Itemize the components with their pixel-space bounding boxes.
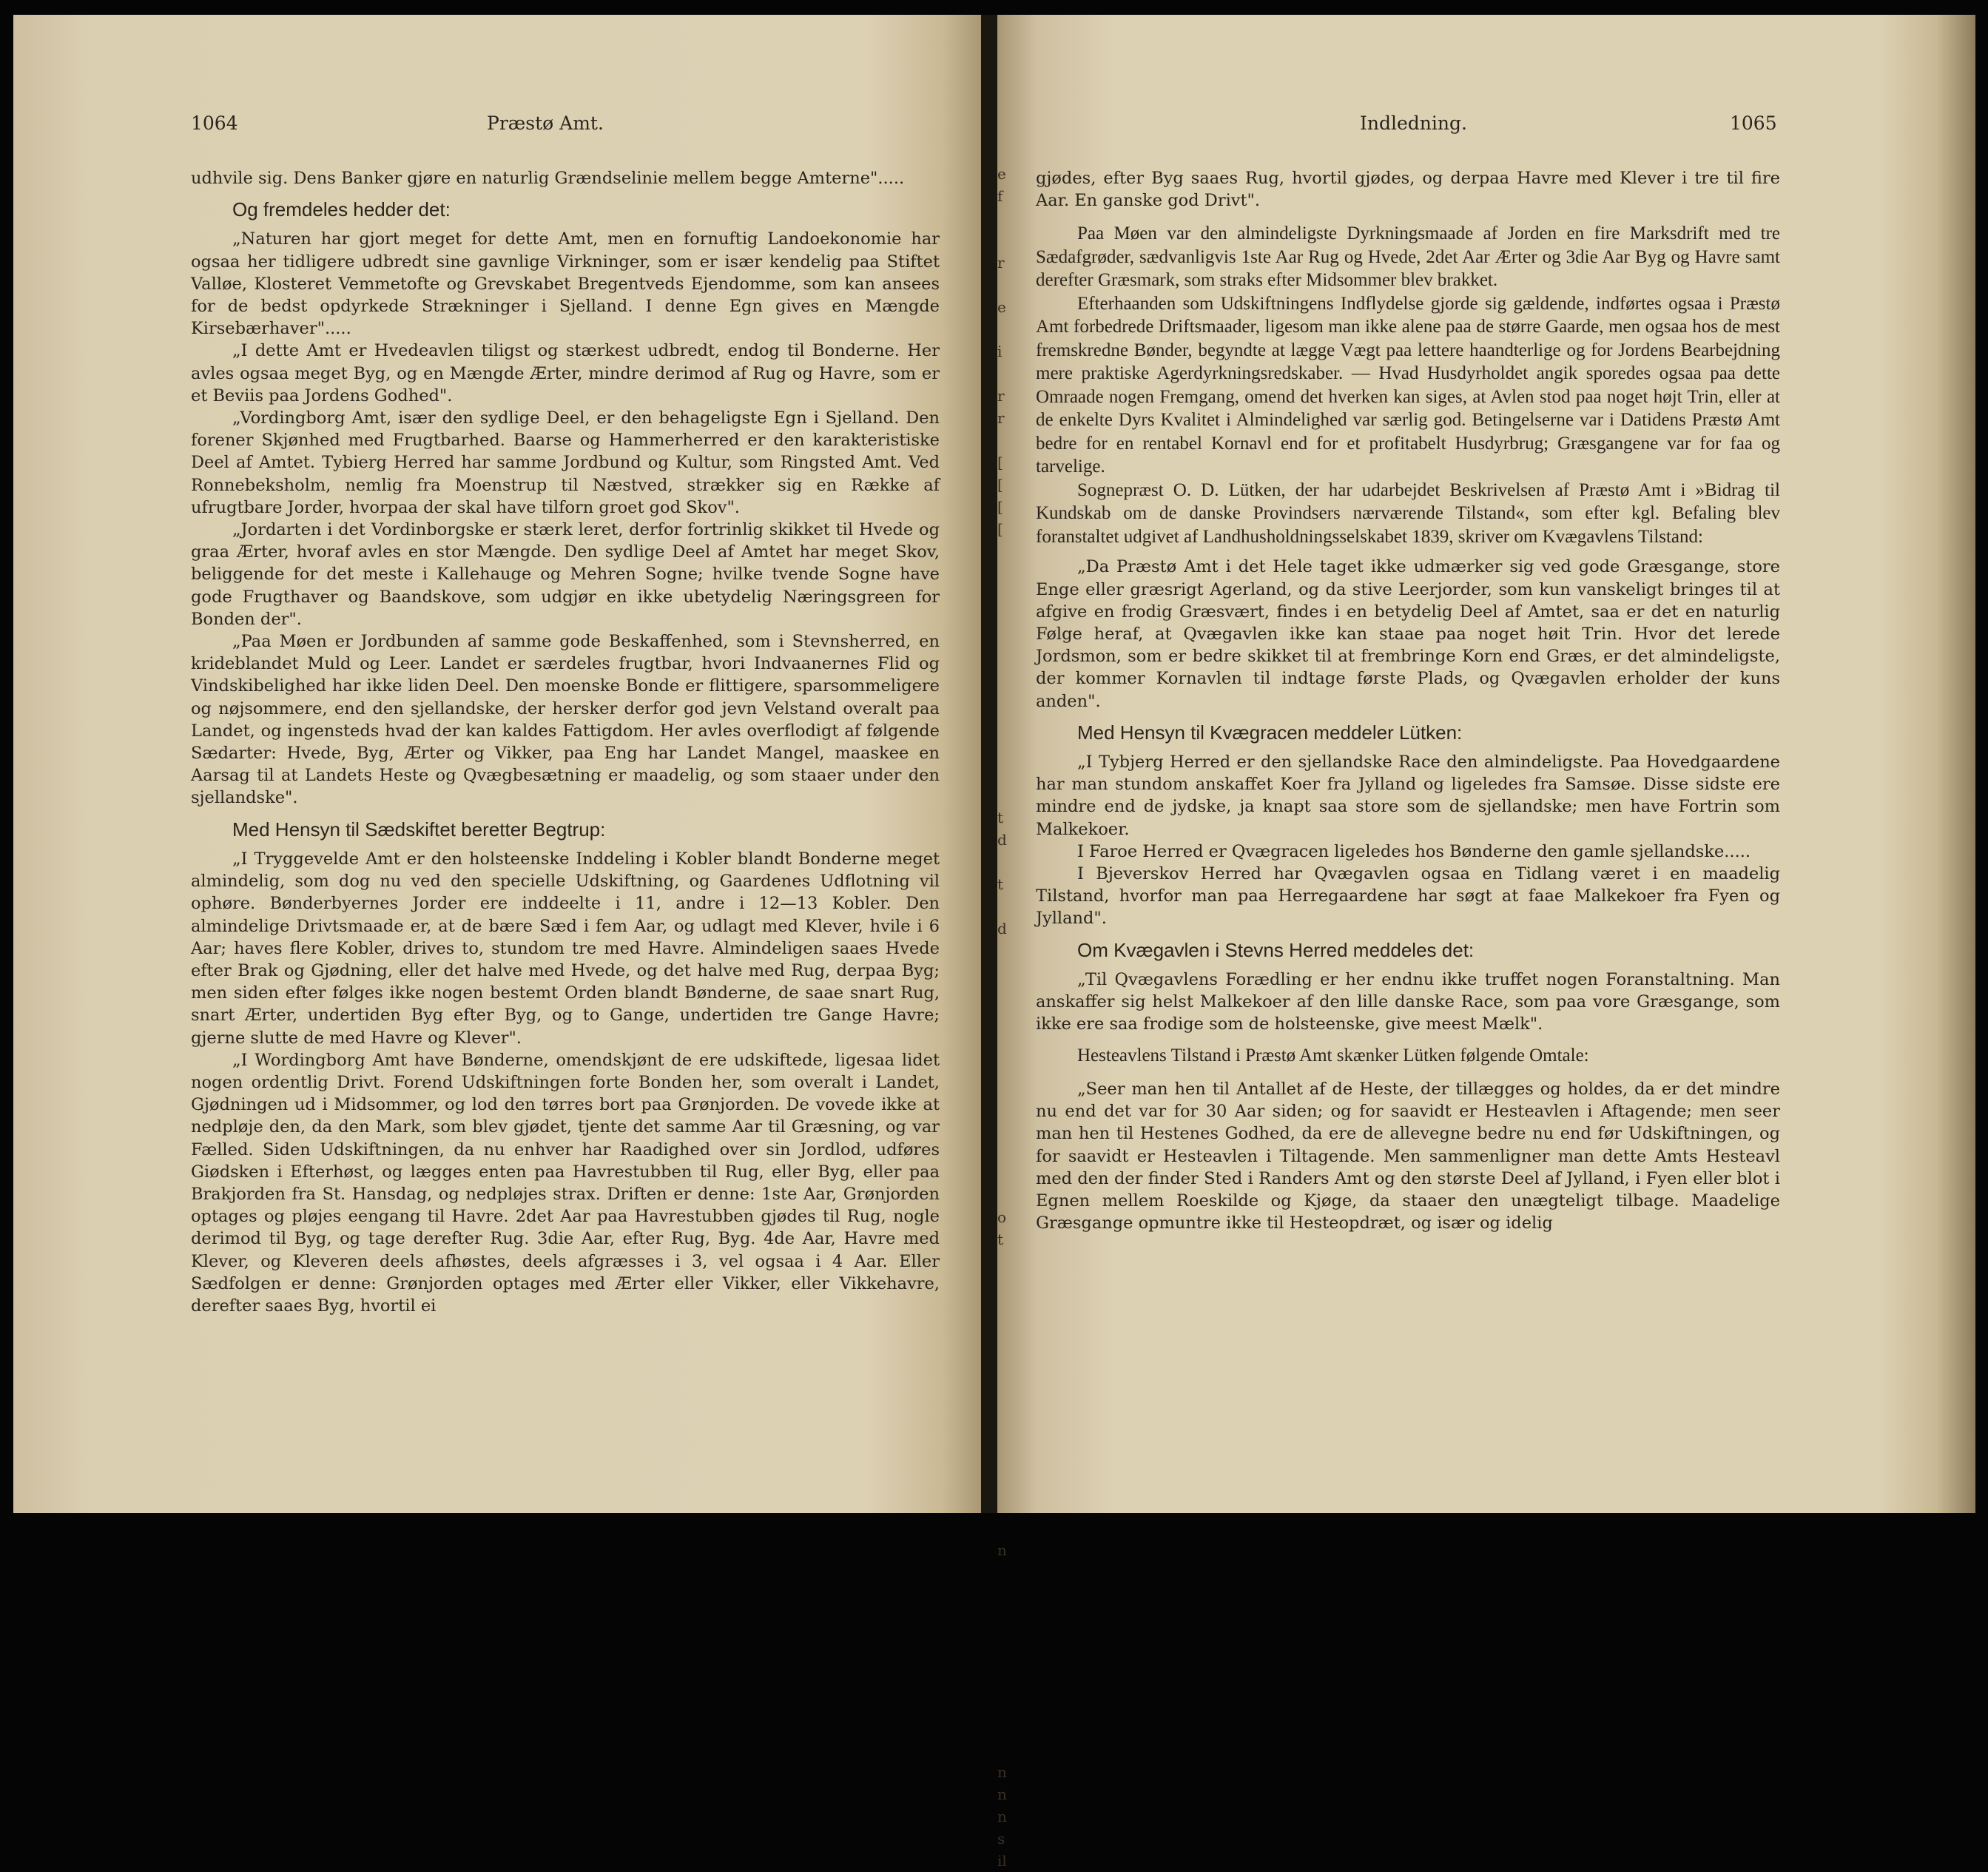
- margin-mark: [997, 318, 1014, 340]
- margin-mark: [997, 718, 1014, 740]
- margin-mark: [997, 1739, 1014, 1761]
- quote-paragraph: I Bjeverskov Herred har Qvægavlen ogsaa en Tidlang været i en maadelig Tilstand, hvorfor man paa Herregaardene har søgt at faae Malkekoer fra Fyen og Jylland".: [1036, 864, 1780, 929]
- margin-mark: [997, 851, 1014, 873]
- margin-mark: [997, 585, 1014, 607]
- margin-mark: [997, 207, 1014, 229]
- page-number: 1065: [1730, 112, 1777, 134]
- margin-mark: [997, 363, 1014, 385]
- margin-mark: [997, 1006, 1014, 1028]
- margin-mark: r: [997, 409, 1005, 427]
- margin-mark: [997, 629, 1014, 651]
- margin-mark: [997, 1650, 1014, 1672]
- margin-mark: [997, 1606, 1014, 1628]
- section-heading: Med Hensyn til Sædskiftet beretter Begtrup:: [232, 818, 606, 841]
- margin-mark: [997, 651, 1014, 673]
- margin-mark: d: [997, 920, 1007, 937]
- margin-mark: [997, 740, 1014, 762]
- margin-mark: [997, 607, 1014, 629]
- margin-mark: i: [997, 343, 1003, 360]
- paragraph: gjødes, efter Byg saaes Rug, hvortil gjødes, og derpaa Havre med Klever i tre til fire Aar. En ganske god Drivt".: [1036, 169, 1780, 211]
- margin-mark: [997, 1561, 1014, 1583]
- quote-paragraph: „I Wordingborg Amt have Bønderne, omendskjønt de ere udskiftede, ligesaa lidet nogen ordentlig Drivt. Forend Udskiftningen forte Bonden her, som overalt i Landet, Gjødningen ud i Midsommer, og lod den tørres bort paa Grønjorden. De vovede ikke at nedpløje den, da den Mark, som blev gjødet, tjente det samme Aar til Græsning, og var Fælled. Siden Udskiftningen, da nu enhver har Raadighed over sin Jordlod, udføres Giødsken i Efterhøst, og lægges enten paa Havrestubben til Rug, eller Byg, eller paa Brakjorden fra St. Hansdag, og nedpløjes strax. Driften er denne: 1ste Aar, Grønjorden optages og pløjes eengang til Havre. 2det Aar paa Havrestubben gjødes til Rug, nogle derimod til Byg, og tage derefter Rug. 3die Aar, efter Rug, Byg. 4de Aar, Havre med Klever, og Kleveren deels afhøstes, deels afgræsses i 3, vel ogsaa i 4 Aar. Eller Sædfolgen er denne: Grønjorden optages med Ærter eller Vikker, eller Vikkehavre, derefter saaes Byg, hvortil ei: [191, 1050, 940, 1316]
- margin-mark: [: [997, 520, 1003, 538]
- margin-mark: [997, 696, 1014, 718]
- margin-mark: [997, 940, 1014, 962]
- margin-mark: f: [997, 187, 1003, 205]
- margin-mark: n: [997, 1785, 1007, 1803]
- margin-mark: e: [997, 298, 1006, 316]
- margin-mark: [997, 562, 1014, 585]
- margin-mark: [997, 1028, 1014, 1051]
- margin-mark: [997, 1139, 1014, 1162]
- quote-paragraph: I Faroe Herred er Qvægracen ligeledes hos Bønderne den gamle sjellandske.....: [1077, 841, 1751, 861]
- margin-mark: [997, 1406, 1014, 1428]
- left-page: [13, 15, 981, 1513]
- quote-paragraph: „I dette Amt er Hvedeavlen tiligst og stærkest udbredt, endog til Bonderne. Her avles ogsaa meget Byg, og en Mængde Ærter, mindre derimod af Rug og Havre, som er et Beviis paa Jordens Godhed".: [191, 341, 940, 405]
- margin-mark: r: [997, 254, 1005, 272]
- margin-mark: [997, 895, 1014, 918]
- margin-mark: [997, 274, 1014, 296]
- margin-mark: s: [997, 1830, 1005, 1848]
- margin-mark: [997, 1051, 1014, 1073]
- paragraph: Sognepræst O. D. Lütken, der har udarbejdet Beskrivelsen af Præstø Amt i »Bidrag til Kundskab om de danske Provindsers nærværende Tilstand«, som efter kgl. Befaling blev foranstaltet udgivet af Landhusholdningsselskabet 1839, skriver om Kvægavlens Tilstand:: [1036, 479, 1780, 547]
- margin-mark: [997, 1073, 1014, 1095]
- margin-mark: [997, 1117, 1014, 1139]
- margin-mark: [997, 1495, 1014, 1517]
- book-gutter: [981, 15, 997, 1513]
- margin-mark: il: [997, 1852, 1007, 1870]
- margin-mark: [997, 229, 1014, 252]
- margin-mark: e: [997, 165, 1006, 183]
- margin-mark: [997, 429, 1014, 451]
- margin-mark: [997, 1517, 1014, 1539]
- margin-mark: [997, 1694, 1014, 1717]
- margin-mark: [997, 784, 1014, 807]
- margin-mark: [997, 984, 1014, 1006]
- margin-mark: [997, 1250, 1014, 1273]
- running-title: Præstø Amt.: [487, 112, 604, 134]
- margin-mark: n: [997, 1808, 1007, 1825]
- margin-mark: n: [997, 1541, 1007, 1559]
- margin-mark: [997, 1428, 1014, 1450]
- margin-mark: [997, 1450, 1014, 1472]
- margin-mark: [997, 673, 1014, 696]
- section-heading: Og fremdeles hedder det:: [232, 198, 451, 221]
- left-page-body: [191, 167, 940, 1317]
- paragraph: Hesteavlens Tilstand i Præstø Amt skænker Lütken følgende Omtale:: [1077, 1046, 1589, 1066]
- margin-mark: [997, 1384, 1014, 1406]
- margin-mark: [: [997, 498, 1003, 516]
- margin-mark: [997, 962, 1014, 984]
- margin-mark: [997, 1095, 1014, 1117]
- margin-mark: r: [997, 387, 1005, 405]
- margin-mark: [997, 1672, 1014, 1694]
- quote-paragraph: „Naturen har gjort meget for dette Amt, men en fornuftig Landoekonomie har ogsaa her tidligere udbredt sine gavnlige Virkninger, som er især kendelig paa Stiftet Valløe, Klosteret Vemmetofte og Grevskabet Bregentveds Ejendomme, som kan ansees for de bedst opdyrkede Strækninger i Sjelland. I denne Egn gives en Mængde Kirsebærhaver".....: [191, 229, 940, 339]
- running-title: Indledning.: [1360, 112, 1467, 134]
- margin-mark: [997, 1162, 1014, 1184]
- quote-paragraph: „Vordingborg Amt, især den sydlige Deel, er den behageligste Egn i Sjelland. Den forener Skjønhed med Frugtbarhed. Baarse og Hammerherred er den karakteristiske Deel af Amtet. Tybierg Herred har samme Jordbund og Kultur, som Ringsted Amt. Ved Ronnebeksholm, nemlig fra Moenstrup til Næstved, strækker sig en Række af ufrugtbare Jorder, hvorpaa der skal have tilforn groet god Skov".: [191, 408, 940, 517]
- margin-mark: d: [997, 831, 1007, 849]
- quote-paragraph: „Jordarten i det Vordinborgske er stærk leret, derfor fortrinlig skikket til Hvede og graa Ærter, hvoraf avles en stor Mængde. Den sydlige Deel af Amtet har meget Skov, beliggende for det meste i Kallehauge og Mehren Sogne; hvilke tvende Sogne have gode Frugthaver og Baandskove, som udgjør en ikke ubetydelig Næringsgreen for Bonden der".: [191, 520, 940, 629]
- right-page: [997, 15, 1975, 1870]
- quote-paragraph: „Da Præstø Amt i det Hele taget ikke udmærker sig ved gode Græsgange, store Enge eller græsrigt Agerland, og da stive Leerjorder, som kun vanskeligt bringes til at afgive en frodig Græsvært, findes i en betydelig Deel af Amtet, saa er det en naturlig Følge heraf, at Qvægavlen ikke kan staae paa noget høit Trin. Hvor det lerede Jordsmon, som er bedre skikket til at frembringe Korn end Græs, er det almindeligste, der kommer Kornavlen til indtage første Plads, og Qvægavlen erholder der kuns anden".: [1036, 557, 1780, 711]
- margin-mark: o: [997, 1208, 1007, 1226]
- margin-mark: [997, 1339, 1014, 1361]
- quote-paragraph: „I Tybjerg Herred er den sjellandske Race den almindeligste. Paa Hovedgaardene har man stundom anskaffet Koer fra Jylland og ligeledes fra Samsøe. Disse sidste ere mindre end de jydske, ja knapt saa store som de sjellandske; men have Fortrin som Malkekoer.: [1036, 752, 1780, 839]
- quote-paragraph: „I Tryggevelde Amt er den holsteenske Inddeling i Kobler blandt Bonderne meget almindelig, som dog nu ved den specielle Udskiftning, og Gaardenes Udflotning vil ophøre. Bønderbyernes Jorder ere inddeelte i 11, andre i 12—13 Kobler. Den almindelige Drivtsmaade er, at de bære Sæd i fem Aar, og udlagt med Klever, hvile i 6 Aar; haves flere Kobler, drives to, stundom tre med Havre. Almindeligen saaes Hvede efter Brak og Gjødning, eller det halve med Hvede, og det halve med Rug, derpaa Byg; men siden efter følges ikke nogen bestemt Orden blandt Bønderne, de saae snart Rug, snart Ærter, undertiden Byg efter Byg, og to Gange, undertiden tre Gange Havre; gjerne slutte de med Havre og Klever".: [191, 849, 940, 1048]
- margin-mark: [997, 1273, 1014, 1295]
- section-heading: Om Kvægavlen i Stevns Herred meddeles det:: [1077, 938, 1475, 961]
- margin-mark: [997, 1583, 1014, 1606]
- quote-paragraph: „Paa Møen er Jordbunden af samme gode Beskaffenhed, som i Stevnsherred, en krideblandet Muld og Leer. Landet er særdeles frugtbar, hvori Indvaanernes Flid og Vindskibelighed har ikke liden Deel. Den moenske Bonde er flittigere, sparsommeligere og nøjsommere, end den sjellandske, der hersker derfor god jevn Velstand overalt paa Landet, og ingensteds hvad der kan kaldes Fattigdom. Her avles overflodigt af følgende Sædarter: Hvede, Byg, Ærter og Vikker, paa Eng har Landet Mangel, maaskee en Aarsag til at Landets Heste og Qvægbesætning er maadelig, og som staaer under den sjellandske".: [191, 632, 940, 808]
- margin-mark: t: [997, 809, 1004, 826]
- margin-mark: [: [997, 476, 1003, 494]
- margin-mark: [: [997, 454, 1003, 471]
- margin-mark: [997, 1295, 1014, 1317]
- left-page-header: [13, 112, 981, 142]
- quote-paragraph: „Til Qvægavlens Forædling er her endnu ikke truffet nogen Foranstaltning. Man anskaffer sig helst Malkekoer af den lille danske Race, som paa vore Græsgange, som ikke ere saa frodige som de holsteenske, give meest Mælk".: [1036, 969, 1780, 1034]
- margin-mark: [997, 1717, 1014, 1739]
- margin-mark: [997, 1472, 1014, 1495]
- margin-mark: [997, 1628, 1014, 1650]
- paragraph: Efterhaanden som Udskiftningens Indflydelse gjorde sig gældende, indførtes ogsaa i Præstø Amt forbedrede Driftsmaader, ligesom man ikke alene paa de større Gaarde, men ogsaa hos de mest fremskredne Bønder, begyndte at lægge Vægt paa lettere haandterlige og for Jordens Bearbejdning mere praktiske Agerdyrkningsredskaber. — Hvad Husdyrholdet angik sporedes ogsaa paa dette Omraade nogen Fremgang, omend det hverken kan siges, at Avlen stod paa noget højt Trin, eller at de enkelte Dyrs Kvalitet i Almindelighed var særlig god. Betingelserne var i Datidens Præstø Amt bedre for en rentabel Kornavl end for et profitabelt Husdyrbrug; Græsgangene var for faa og tarvelige.: [1036, 293, 1780, 477]
- margin-mark: t: [997, 875, 1004, 893]
- margin-bleed-marks: [997, 163, 1014, 1872]
- margin-mark: [997, 1317, 1014, 1339]
- paragraph: udhvile sig. Dens Banker gjøre en naturlig Grændselinie mellem begge Amterne".....: [191, 169, 905, 188]
- right-page-body: [1036, 167, 1780, 1234]
- section-heading: Med Hensyn til Kvægracen meddeler Lütken:: [1077, 721, 1463, 744]
- margin-mark: [997, 762, 1014, 784]
- quote-paragraph: „Seer man hen til Antallet af de Heste, der tillægges og holdes, da er det mindre nu end det var for 30 Aar siden; og for saavidt er Hesteavlen i Aftagende; men seer man hen til Hestenes Godhed, da ere de allevegne bedre nu end før Udskiftningen, og for saavidt er Hesteavlen i Tiltagende. Men sammenligner man dette Amts Hesteavl med den der finder Sted i Randers Amt og den største Deel af Jylland, i Fyen eller blot i Egnen mellem Roeskilde og Kjøge, da staaer den unægteligt tilbage. Maadelige Græsgange opmuntre ikke til Hesteopdræt, og især og idelig: [1036, 1079, 1780, 1233]
- margin-mark: t: [997, 1230, 1004, 1248]
- margin-mark: [997, 1184, 1014, 1206]
- paragraph: Paa Møen var den almindeligste Dyrkningsmaade af Jorden en fire Marksdrift med tre Sædafgrøder, sædvanligvis 1ste Aar Rug og Hvede, 2det Aar Ærter og 3die Aar Byg og Havre samt derefter Græsmark, som straks efter Midsommer blev brakket.: [1036, 223, 1780, 291]
- margin-mark: n: [997, 1763, 1007, 1781]
- page-number: 1064: [191, 112, 238, 134]
- margin-mark: [997, 540, 1014, 562]
- right-page-header: [997, 112, 1975, 142]
- margin-mark: [997, 1361, 1014, 1384]
